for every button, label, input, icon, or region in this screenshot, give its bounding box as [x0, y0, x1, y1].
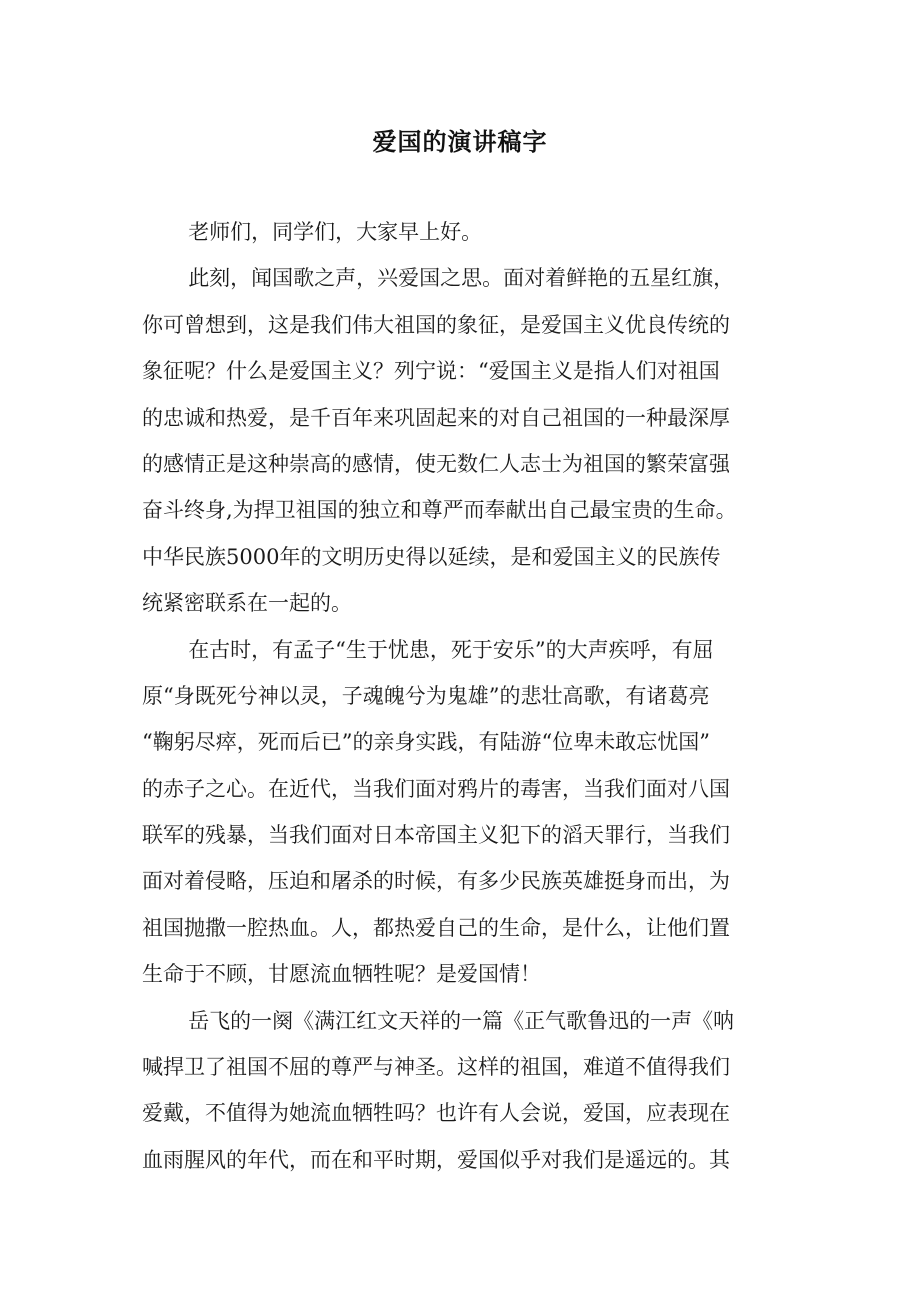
text-line: 血雨腥风的年代，而在和平时期，爱国似乎对我们是遥远的。其: [142, 1147, 730, 1172]
text-line: “鞠躬尽瘁，死而后已”的亲身实践，有陆游“位卑未敢忘忧国”: [142, 730, 710, 755]
text-line: 喊捍卫了祖国不屈的尊严与神圣。这样的祖国，难道不值得我们: [142, 1055, 730, 1080]
text-line: 爱戴，不值得为她流血牺牲吗？也许有人会说，爱国，应表现在: [142, 1101, 730, 1126]
text-line: 岳飞的一阕《满江红文天祥的一篇《正气歌鲁迅的一声《呐: [188, 1008, 735, 1033]
text-line: 的感情正是这种崇高的感情，使无数仁人志士为祖国的繁荣富强: [142, 451, 730, 476]
text-line: 的忠诚和热爱，是千百年来巩固起来的对自己祖国的一种最深厚: [142, 405, 730, 430]
paragraph-greeting: [142, 209, 798, 255]
text-line: 奋斗终身,为捍卫祖国的独立和尊严而奉献出自己最宝贵的生命。: [142, 498, 737, 523]
text-line: 生命于不顾，甘愿流血牺牲呢？是爱国情！: [142, 962, 541, 987]
text-line: 原“身既死兮神以灵，子魂魄兮为鬼雄”的悲壮高歌，有诸葛亮: [142, 683, 710, 708]
text-line: 面对着侵略，压迫和屠杀的时候，有多少民族英雄挺身而出，为: [142, 869, 730, 894]
text-line: 联军的残暴，当我们面对日本帝国主义犯下的滔天罪行，当我们: [142, 823, 730, 848]
text-line: 此刻，闻国歌之声，兴爱国之思。面对着鲜艳的五星红旗，: [188, 266, 735, 291]
text-line: 祖国抛撒一腔热血。人，都热爱自己的生命，是什么，让他们置: [142, 915, 730, 940]
text-line: 统紧密联系在一起的。: [142, 591, 352, 616]
document-body: [142, 209, 798, 1183]
text-line: 老师们，同学们，大家早上好。: [188, 220, 483, 244]
paragraph-patriotism-definition: [142, 255, 798, 626]
text-line: 的赤子之心。在近代，当我们面对鸦片的毒害，当我们面对八国: [142, 776, 730, 801]
text-line: 中华民族5000年的文明历史得以延续，是和爱国主义的民族传: [142, 544, 721, 569]
text-line: 你可曾想到，这是我们伟大祖国的象征，是爱国主义优良传统的: [142, 312, 730, 337]
text-line: 象征呢？什么是爱国主义？列宁说：“爱国主义是指人们对祖国: [142, 359, 720, 384]
paragraph-historical-heroes: [142, 627, 798, 998]
text-line: 在古时，有孟子“生于忧患，死于安乐”的大声疾呼，有屈: [188, 637, 714, 662]
paragraph-yuefei: [142, 998, 798, 1184]
document-title: 爱国的演讲稿字: [372, 128, 548, 156]
